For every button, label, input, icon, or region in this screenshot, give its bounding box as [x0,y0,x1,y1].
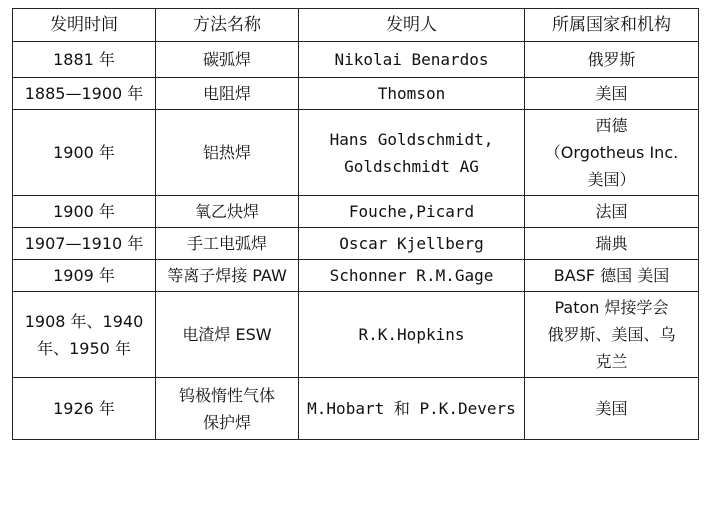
cell-text-line: Hans Goldschmidt, [329,129,494,149]
cell-country-institution [525,378,699,440]
cell-text-line: 氧乙炔焊 [194,202,259,221]
cell-inventor [299,378,525,440]
cell-inventor [299,42,525,78]
header-row [13,9,699,42]
table-row [13,42,699,78]
cell-country-institution [525,110,699,196]
cell-text-line: 手工电弧焊 [186,234,267,253]
cell-method-name [156,292,299,378]
cell-text-line: 瑞典 [595,234,628,253]
cell-country-institution [525,292,699,378]
cell-text-line: 美国 [595,399,628,418]
cell-method-name [156,378,299,440]
table-row [13,378,699,440]
header-invention-time: 发明时间 [13,9,156,42]
cell-text-line: 1885—1900 年 [24,84,144,103]
cell-invention-time [13,78,156,110]
cell-text-line: Goldschmidt AG [344,156,479,176]
cell-text-line: 1881 年 [53,50,115,69]
table-row [13,260,699,292]
table-row [13,196,699,228]
cell-text-line: R.K.Hopkins [358,325,465,344]
cell-inventor [299,196,525,228]
cell-invention-time [13,260,156,292]
cell-method-name [156,110,299,196]
header-inventor: 发明人 [299,9,525,42]
cell-country-institution [525,78,699,110]
cell-inventor [299,260,525,292]
cell-text-line: 美国 [595,84,628,103]
cell-text-line: 铝热焊 [202,143,251,162]
table-body [13,42,699,440]
cell-text-line: 俄罗斯 [587,50,636,69]
cell-text-line: M.Hobart 和 P.K.Devers [307,399,516,418]
cell-text-line: 1926 年 [53,399,115,418]
cell-text-line: 碳弧焊 [202,50,251,69]
cell-inventor [299,110,525,196]
cell-method-name [156,78,299,110]
cell-text-line: 电渣焊 ESW [182,325,272,344]
cell-invention-time [13,292,156,378]
cell-country-institution [525,42,699,78]
cell-invention-time [13,110,156,196]
cell-text-line: 电阻焊 [202,84,251,103]
cell-text-line: Oscar Kjellberg [339,234,484,253]
table-row [13,292,699,378]
cell-text-line: 年、1950 年 [37,338,131,358]
cell-text-line: 1907—1910 年 [24,234,144,253]
cell-invention-time [13,42,156,78]
cell-inventor [299,228,525,260]
table-row [13,228,699,260]
cell-text-line: （Orgotheus Inc. [544,143,679,162]
cell-text-line: 等离子焊接 PAW [167,266,287,285]
cell-invention-time [13,228,156,260]
header-method-name: 方法名称 [156,9,299,42]
cell-method-name [156,260,299,292]
cell-text-line: BASF 德国 美国 [553,266,670,285]
cell-text-line: Paton 焊接学会 [554,298,669,317]
cell-inventor [299,78,525,110]
cell-country-institution [525,260,699,292]
cell-text-line: 1909 年 [53,266,115,285]
header-country-institution: 所属国家和机构 [525,9,699,42]
cell-text-line: 1908 年、1940 [24,311,144,331]
table-row [13,110,699,196]
cell-text-line: 法国 [595,202,628,221]
cell-text-line: Fouche,Picard [348,202,475,221]
cell-text-line: 保护焊 [202,412,251,432]
cell-text-line: 俄罗斯、美国、乌 [547,325,676,344]
cell-text-line: 钨极惰性气体 [178,385,275,405]
cell-text-line: 1900 年 [53,202,115,221]
cell-text-line: 1900 年 [53,143,115,162]
cell-method-name [156,228,299,260]
cell-method-name [156,42,299,78]
cell-text-line: 克兰 [595,352,628,371]
cell-text-line: 西德 [595,116,628,135]
cell-country-institution [525,196,699,228]
cell-text-line: Schonner R.M.Gage [329,266,494,285]
cell-text-line: 美国） [587,170,636,189]
cell-method-name [156,196,299,228]
cell-country-institution [525,228,699,260]
cell-text-line: Thomson [377,84,446,103]
cell-invention-time [13,378,156,440]
invention-table [12,8,699,440]
cell-inventor [299,292,525,378]
cell-text-line: Nikolai Benardos [334,50,489,69]
table-row [13,78,699,110]
cell-invention-time [13,196,156,228]
